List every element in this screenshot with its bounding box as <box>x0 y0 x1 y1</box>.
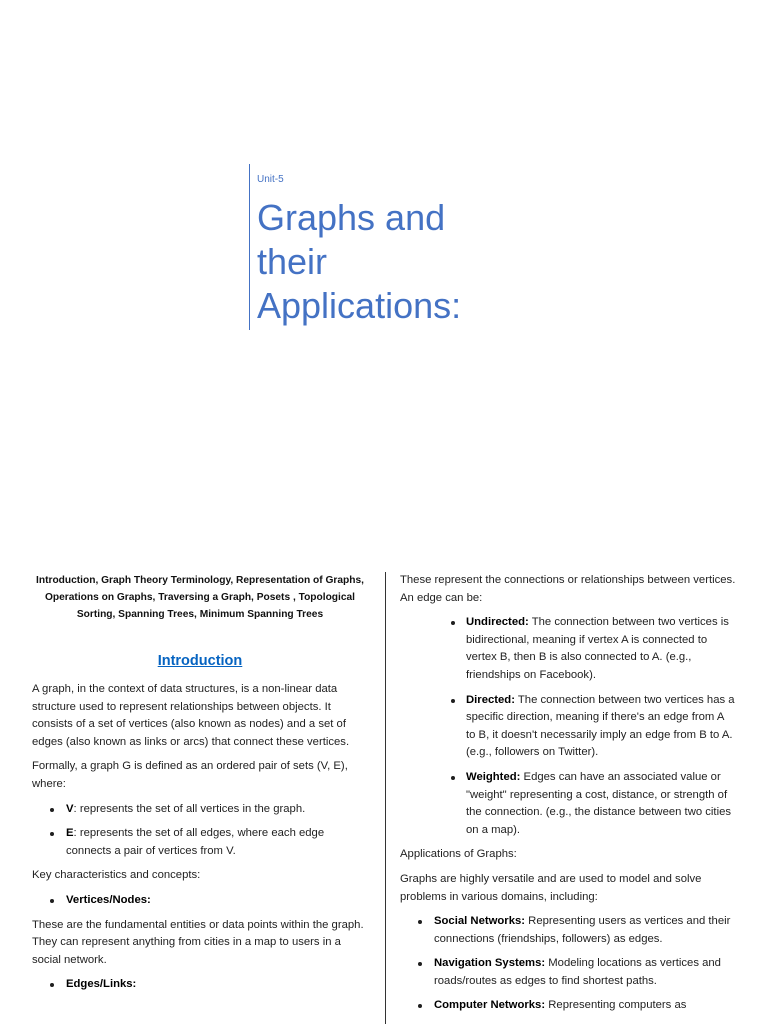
edge-type-term: Undirected: <box>466 616 529 629</box>
list-item <box>32 801 368 819</box>
applications-heading: Applications of Graphs: <box>400 848 517 861</box>
edges-list <box>32 976 368 994</box>
column-divider <box>385 572 386 1024</box>
applications-paragraph: Graphs are highly versatile and are used to model and solve problems in various domains, including: <box>400 872 702 903</box>
application-text: Modeling locations as vertices and roads/routes as edges to find shortest paths. <box>434 957 721 987</box>
vertices-list <box>32 892 368 910</box>
list-item <box>32 825 368 860</box>
list-item <box>32 892 368 910</box>
edge-type-term: Weighted: <box>466 770 521 783</box>
left-column <box>32 572 368 1001</box>
document-title: Graphs and their Applications: <box>257 197 462 326</box>
application-text: Representing users as vertices and their connections (friendships, followers) as edges. <box>434 915 731 945</box>
list-item <box>400 955 736 990</box>
list-item <box>400 614 736 684</box>
edge-types-list <box>400 614 736 839</box>
edge-type-text: The connection between two vertices is bidirectional, meaning if vertex A is connected to vertex B, then B is also connected to A. (e.g., friendships on Facebook). <box>466 616 729 681</box>
definition-text: : represents the set of all edges, where each edge connects a pair of vertices from V. <box>66 827 325 857</box>
definition-term: V <box>66 802 74 815</box>
unit-label: Unit-5 <box>257 174 284 185</box>
vertices-term: Vertices/Nodes: <box>66 893 151 906</box>
edges-paragraph: These represent the connections or relationships between vertices. An edge can be: <box>400 574 736 604</box>
title-block <box>249 164 530 330</box>
definition-text: : represents the set of all vertices in the graph. <box>73 802 306 815</box>
list-item <box>400 997 736 1015</box>
application-term: Social Networks: <box>434 915 526 928</box>
introduction-heading: Introduction <box>157 653 243 669</box>
list-item <box>32 976 368 994</box>
edge-type-text: The connection between two vertices has a specific direction, meaning if there's an edge from A to B, it doesn't necessarily imply an edge from B to A. (e.g., followers on Twitter). <box>466 693 735 759</box>
right-column <box>400 572 736 1022</box>
definition-term: E <box>66 827 74 840</box>
characteristics-intro: Key characteristics and concepts: <box>32 869 201 882</box>
formal-definition-paragraph: Formally, a graph G is defined as an ordered pair of sets (V, E), where: <box>32 760 348 790</box>
application-term: Navigation Systems: <box>434 957 546 970</box>
definition-list <box>32 801 368 861</box>
list-item <box>400 692 736 762</box>
intro-paragraph: A graph, in the context of data structures, is a non-linear data structure used to represent relationships between objects. It consists of a set of vertices (also known as nodes) and a set of edges (also known as links or arcs) that connect these vertices. <box>32 683 350 748</box>
edges-term: Edges/Links: <box>66 978 137 991</box>
list-item <box>400 913 736 948</box>
topics-list: Introduction, Graph Theory Terminology, Representation of Graphs, Operations on Graphs, Traversing a Graph, Posets , Topological Sorting, Spanning Trees, Minimum Spanning Trees <box>36 575 364 620</box>
applications-list <box>400 913 736 1015</box>
edge-type-term: Directed: <box>466 693 515 706</box>
application-term: Computer Networks: <box>434 999 546 1012</box>
list-item <box>400 769 736 839</box>
edge-type-text: Edges can have an associated value or "weight" representing a cost, distance, or strength of the connection. (e.g., the distance between two cities on a map). <box>466 770 732 836</box>
vertices-paragraph: These are the fundamental entities or data points within the graph. They can represent anything from cities in a map to users in a social network. <box>32 918 364 966</box>
application-text: Representing computers as <box>545 999 687 1012</box>
